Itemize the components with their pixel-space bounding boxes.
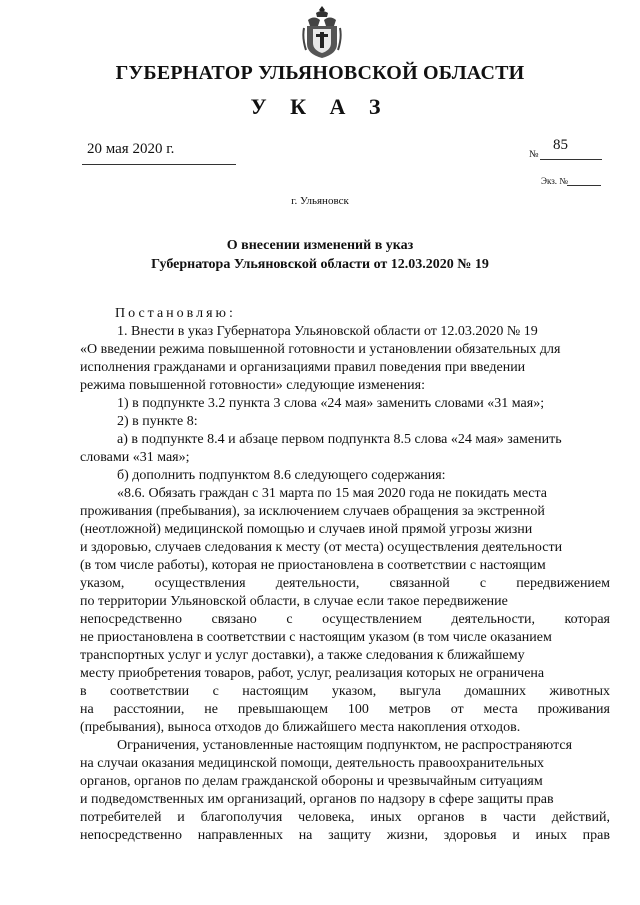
body-line: Ограничения, установленные настоящим подпунктом, не распространяются <box>117 738 573 753</box>
body-line: Постановляю: <box>115 306 236 321</box>
body-line: (неотложной) медицинской помощью и случаев иной прямой угрозы жизни <box>80 522 533 537</box>
subject-line: О внесении изменений в указ <box>226 238 414 253</box>
body-line: транспортных услуг и услуг доставки), а также следования к ближайшему <box>80 648 525 663</box>
body-line: (пребывания), выноса отходов до ближайшего места накопления отходов. <box>80 720 521 735</box>
number-underline <box>540 159 602 160</box>
body-line: 1) в подпункте 3.2 пункта 3 слова «24 мая» заменить словами «31 мая»; <box>117 396 545 411</box>
body-line: (в том числе работы), которая не приостановлена в соответствии с настоящим <box>80 558 546 573</box>
body-line: на расстоянии, не превышающем 100 метров от места проживания <box>80 702 610 717</box>
body-line: б) дополнить подпунктом 8.6 следующего содержания: <box>117 468 446 483</box>
body-line: месту приобретения товаров, работ, услуг, реализация которых не ограничена <box>80 666 545 681</box>
body-line: «8.6. Обязать граждан с 31 марта по 15 мая 2020 года не покидать места <box>117 486 548 501</box>
body-line: словами «31 мая»; <box>80 450 190 465</box>
body-line: на случаи оказания медицинской помощи, деятельность правоохранительных <box>80 756 544 771</box>
body-line: не приостановлена в соответствии с настоящим указом (в том числе оказанием <box>80 630 552 645</box>
body-line: в соответствии с настоящим указом, выгула домашних животных <box>80 684 610 699</box>
body-line: органов, органов по делам гражданской обороны и чрезвычайным ситуациям <box>80 774 543 789</box>
body-line: непосредственно связано с осуществлением деятельности, которая <box>80 612 610 627</box>
copy-number-label: Экз. № <box>541 176 568 186</box>
body-line: 2) в пункте 8: <box>117 414 198 429</box>
body-line: указом, осуществления деятельности, связанной с передвижением <box>80 576 610 591</box>
body-line: а) в подпункте 8.4 и абзаце первом подпункта 8.5 слова «24 мая» заменить <box>117 432 562 447</box>
document-date: 20 мая 2020 г. <box>87 141 175 157</box>
city-name: г. Ульяновск <box>291 195 349 207</box>
body-line: по территории Ульяновской области, в случае если такое передвижение <box>80 594 508 609</box>
document-subject <box>0 236 640 274</box>
date-underline <box>82 164 236 165</box>
document-number: 85 <box>553 137 568 153</box>
subject-line: Губернатора Ульяновской области от 12.03.2020 № 19 <box>151 257 489 272</box>
body-line: «О введении режима повышенной готовности и установлении обязательных для <box>80 342 561 357</box>
body-line: 1. Внести в указ Губернатора Ульяновской области от 12.03.2020 № 19 <box>117 324 538 339</box>
authority-title: ГУБЕРНАТОР УЛЬЯНОВСКОЙ ОБЛАСТИ <box>115 62 525 84</box>
body-line: и подведомственных им организаций, органов по надзору в сфере защиты прав <box>80 792 554 807</box>
coat-of-arms-emblem-icon <box>302 4 342 60</box>
body-line: проживания (пребывания), за исключением случаев обращения за экстренной <box>80 504 545 519</box>
copy-number-underline <box>567 185 601 186</box>
body-line: непосредственно направленных на защиту жизни, здоровья и иных прав <box>80 828 610 843</box>
body-line: исполнения гражданами и организациями правил поведения при введении <box>80 360 526 375</box>
number-label: № <box>529 149 539 160</box>
document-type-title: У К А З <box>250 94 390 119</box>
body-line: режима повышенной готовности» следующие изменения: <box>80 378 425 393</box>
body-line: потребителей и благополучия человека, иных органов в части действий, <box>80 810 610 825</box>
body-line: и здоровью, случаев следования к месту (от места) осуществления деятельности <box>80 540 563 555</box>
